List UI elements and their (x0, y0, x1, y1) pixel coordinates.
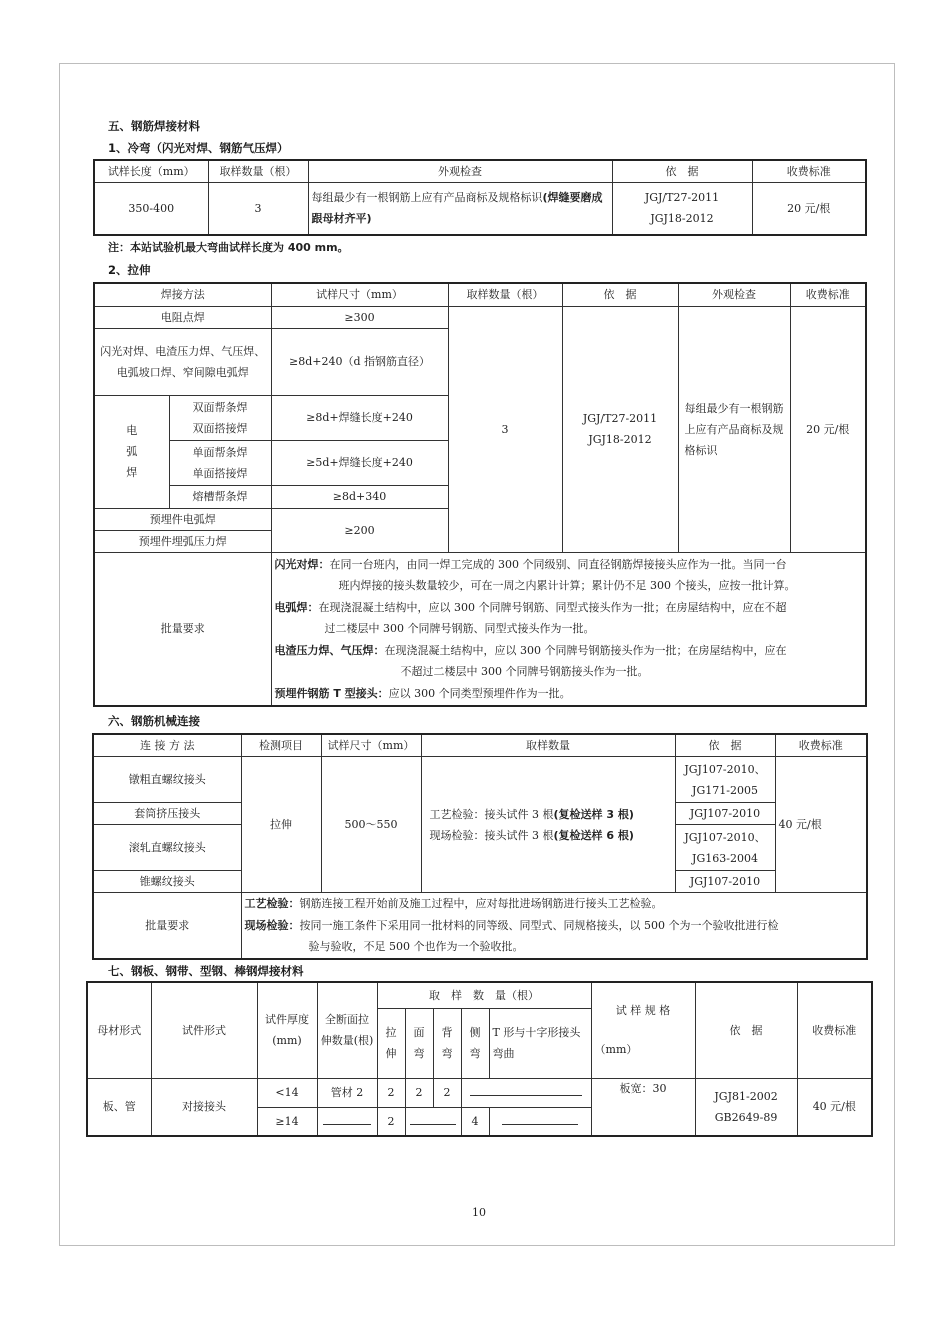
tensile-table (93, 282, 867, 707)
batch-label: 批量要求 (93, 893, 241, 959)
col-header-full-section: 全断面拉伸数量(根) (317, 982, 377, 1078)
basis: JGJ/T27-2011 JGJ18-2012 (562, 306, 678, 552)
base-material: 板、管 (87, 1078, 151, 1136)
weld-method: 熔槽帮条焊 (169, 485, 271, 508)
col-header: 依 据 (562, 283, 678, 306)
thickness: ≥14 (257, 1107, 317, 1136)
full-section-qty: 管材 2 (317, 1078, 377, 1107)
weld-method: 双面帮条焊 双面搭接焊 (169, 395, 271, 440)
basis: JGJ107-2010、 JG171-2005 (675, 757, 775, 803)
specimen-form: 对接接头 (151, 1078, 257, 1136)
weld-method: 预埋件埋弧压力焊 (94, 530, 271, 552)
sample-size: ≥5d+焊缝长度+240 (271, 440, 448, 485)
fee: 20 元/根 (790, 306, 866, 552)
col-header-spec: 试 样 规 格 （mm） (591, 982, 695, 1078)
batch-label: 批量要求 (94, 552, 271, 706)
col-header: 依 据 (675, 734, 775, 757)
basis: JGJ81-2002 GB2649-89 (695, 1078, 797, 1136)
col-header-tensile: 拉伸 (377, 1008, 405, 1078)
section-5-2-title: 2、拉伸 (108, 263, 151, 277)
col-header: 收费标准 (752, 160, 866, 183)
cold-bend-table (93, 159, 867, 236)
col-header-side-bend: 侧弯 (461, 1008, 489, 1078)
thickness: <14 (257, 1078, 317, 1107)
sample-size: ≥8d+340 (271, 485, 448, 508)
test-item: 拉伸 (241, 757, 321, 893)
tensile-qty: 2 (377, 1107, 405, 1136)
batch-requirements: 闪光对焊：在同一台班内，由同一焊工完成的 300 个同级别、同直径钢筋焊接接头应作为一批。当同一台 班内焊接的接头数量较少，可在一周之内累计计算；累计仍不足 300 个接头，应按一批计算。 电弧焊：在现浇混凝土结构中，应以 300 个同牌号钢筋、同型式接头作为一批；在房屋结构中，应在不超 过二楼层中 300 个同牌号钢筋、同型式接头作为一批。 电渣压力焊、气压焊：在现浇混凝土结构中，应以 300 个同牌号钢筋接头作为一批；在房屋结构中，应在 不超过二楼层中 300 个同牌号钢筋接头作为一批。 预埋件钢筋 T 型接头：应以 300 个同类型预埋件作为一批。 (271, 552, 866, 706)
col-header: 取样数量（根） (448, 283, 562, 306)
connection-method: 套筒挤压接头 (93, 803, 241, 825)
fee: 40 元/根 (797, 1078, 872, 1136)
basis: JGJ107-2010、 JG163-2004 (675, 825, 775, 871)
appearance-check: 每组最少有一根钢筋上应有产品商标及规格标识 (678, 306, 790, 552)
sample-size: ≥300 (271, 306, 448, 328)
col-header-form: 试件形式 (151, 982, 257, 1078)
weld-method: 电阻点焊 (94, 306, 271, 328)
side-bend-qty: 4 (461, 1107, 489, 1136)
sample-length: 350-400 (94, 183, 208, 235)
col-header: 焊接方法 (94, 283, 271, 306)
page-number: 10 (472, 1206, 486, 1219)
note: 注：本站试验机最大弯曲试样长度为 400 mm。 (108, 241, 349, 254)
col-header: 连 接 方 法 (93, 734, 241, 757)
basis: JGJ/T27-2011 JGJ18-2012 (612, 183, 752, 235)
section-6-title: 六、钢筋机械连接 (108, 714, 200, 728)
section-5-title: 五、钢筋焊接材料 (108, 119, 200, 133)
basis: JGJ107-2010 (675, 871, 775, 893)
col-header: 收费标准 (775, 734, 867, 757)
col-header: 外观检查 (308, 160, 612, 183)
col-header-sampling: 取 样 数 量（根） (377, 982, 591, 1008)
appearance-check: 每组最少有一根钢筋上应有产品商标及规格标识(焊缝要磨成跟母材齐平) (308, 183, 612, 235)
col-header: 外观检查 (678, 283, 790, 306)
mechanical-connection-table (92, 733, 868, 960)
col-header: 试样尺寸（mm） (271, 283, 448, 306)
sample-size: ≥8d+240（d 指钢筋直径） (271, 328, 448, 395)
weld-method: 单面帮条焊 单面搭接焊 (169, 440, 271, 485)
col-header: 依 据 (612, 160, 752, 183)
col-header: 试样尺寸（mm） (321, 734, 421, 757)
col-header-face-bend: 面弯 (405, 1008, 433, 1078)
blank (405, 1107, 461, 1136)
connection-method: 滚轧直螺纹接头 (93, 825, 241, 871)
col-header-fee: 收费标准 (797, 982, 872, 1078)
face-bend-qty: 2 (405, 1078, 433, 1107)
sample-size: ≥8d+焊缝长度+240 (271, 395, 448, 440)
section-7-title: 七、钢板、钢带、型钢、棒钢焊接材料 (108, 964, 304, 978)
col-header-base: 母材形式 (87, 982, 151, 1078)
col-header: 取样数量 (421, 734, 675, 757)
tensile-qty: 2 (377, 1078, 405, 1107)
sample-size: ≥200 (271, 508, 448, 552)
blank (317, 1107, 377, 1136)
back-bend-qty: 2 (433, 1078, 461, 1107)
spec: 板宽：30 (591, 1078, 695, 1136)
blank (489, 1107, 591, 1136)
section-5-1-title: 1、冷弯（闪光对焊、钢筋气压焊） (108, 141, 289, 155)
col-header: 收费标准 (790, 283, 866, 306)
col-header-thickness: 试件厚度(mm) (257, 982, 317, 1078)
col-header-basis: 依 据 (695, 982, 797, 1078)
arc-weld-label: 电 弧 焊 (94, 395, 169, 508)
sample-qty: 工艺检验：接头试件 3 根(复检送样 3 根) 现场检验：接头试件 3 根(复检送样 6 根) (421, 757, 675, 893)
connection-method: 镦粗直螺纹接头 (93, 757, 241, 803)
basis: JGJ107-2010 (675, 803, 775, 825)
connection-method: 锥螺纹接头 (93, 871, 241, 893)
fee: 40 元/根 (775, 757, 867, 893)
weld-method: 闪光对焊、电渣压力焊、气压焊、电弧坡口焊、窄间隙电弧焊 (94, 328, 271, 395)
col-header: 试样长度（mm） (94, 160, 208, 183)
blank (461, 1078, 591, 1107)
sample-qty: 3 (448, 306, 562, 552)
sample-size: 500～550 (321, 757, 421, 893)
col-header-t-joint: T 形与十字形接头弯曲 (489, 1008, 591, 1078)
batch-requirements: 工艺检验：钢筋连接工程开始前及施工过程中，应对每批进场钢筋进行接头工艺检验。 现场检验：按同一施工条件下采用同一批材料的同等级、同型式、同规格接头，以 500 个为一个验收批进行检 验与验收，不足 500 个也作为一个验收批。 (241, 893, 867, 959)
weld-method: 预埋件电弧焊 (94, 508, 271, 530)
sample-qty: 3 (208, 183, 308, 235)
steel-plate-table (86, 981, 873, 1137)
col-header: 检测项目 (241, 734, 321, 757)
col-header: 取样数量（根） (208, 160, 308, 183)
col-header-back-bend: 背弯 (433, 1008, 461, 1078)
fee: 20 元/根 (752, 183, 866, 235)
